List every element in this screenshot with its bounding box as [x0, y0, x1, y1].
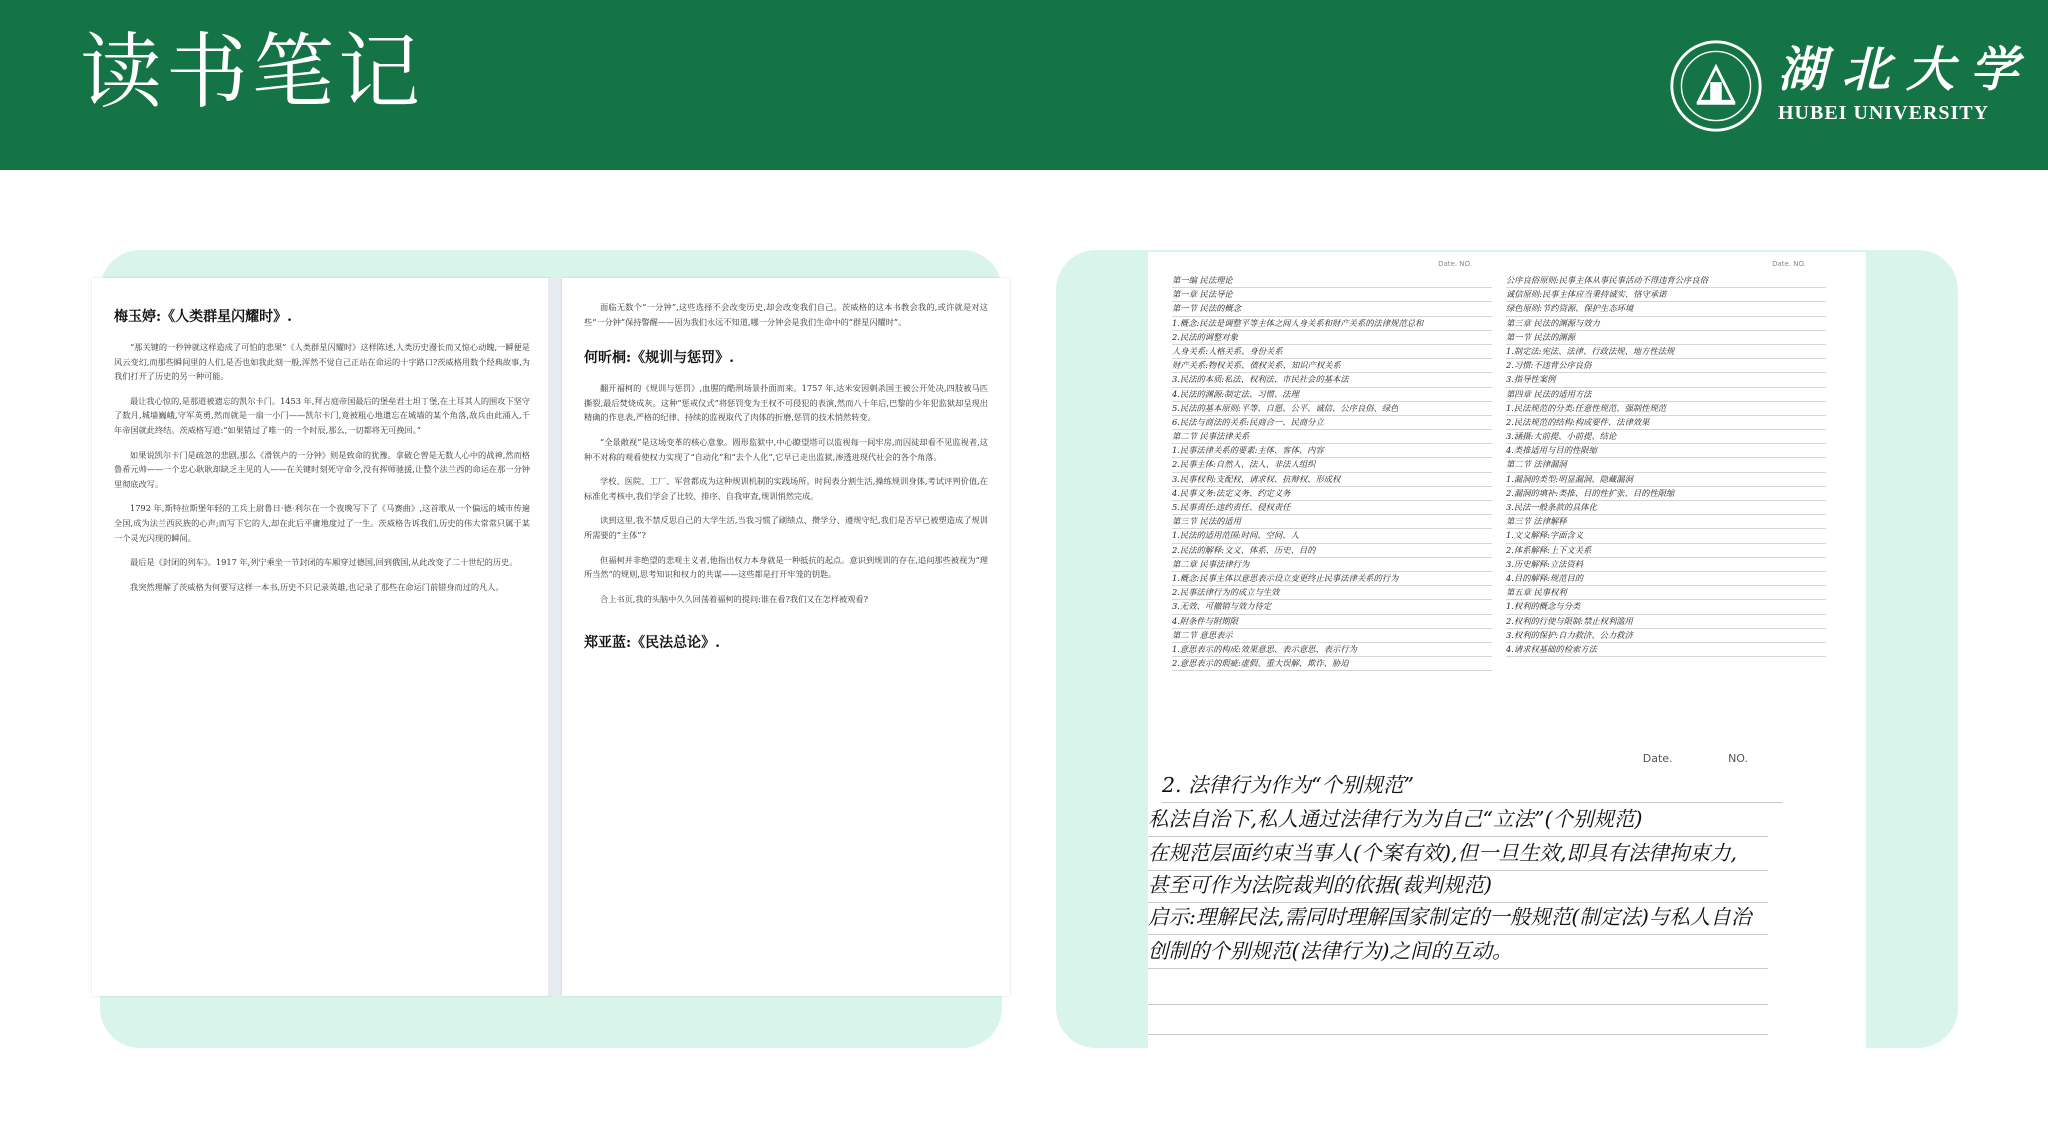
handwritten-note-line: 4.民法的渊源:制定法、习惯、法理 [1172, 388, 1492, 402]
handwritten-note-line: 3.涵摄:大前提、小前提、结论 [1506, 430, 1826, 444]
handwritten-note-line: 3.无效、可撤销与效力待定 [1172, 600, 1492, 614]
handwritten-note-line: 第三节 民法的适用 [1172, 515, 1492, 529]
handwritten-note-line: 1.意思表示的构成:效果意思、表示意思、表示行为 [1172, 643, 1492, 657]
essay-paragraph: 读到这里,我不禁反思自己的大学生活,当我习惯了刷绩点、攒学分、遵规守纪,我们是否早已被塑造成了规训所需要的“主体”? [584, 515, 988, 540]
document-page-2 [562, 278, 1010, 996]
notes-panel [1056, 250, 1958, 1048]
essay-paragraph: 翻开福柯的《规训与惩罚》,血腥的酷刑场景扑面而来。1757 年,达米安因刺杀国王被公开处决,四肢被马匹撕裂,最后焚烧成灰。这种“惩戒仪式”将惩罚变为王权不可侵犯的表演,然而八十年后,巴黎的少年犯监狱却呈现出精确的作息表,严格的纪律、持续的监视取代了肉体的折磨,惩罚的技术悄然转变。 [584, 383, 988, 423]
handwritten-note-line: 6.民法与商法的关系:民商合一、民商分立 [1172, 416, 1492, 430]
handwritten-note-line: 2.民事法律行为的成立与生效 [1172, 586, 1492, 600]
handwritten-note-line: 第二节 意思表示 [1172, 629, 1492, 643]
handwritten-note-line: 1.民法的适用范围:时间、空间、人 [1172, 529, 1492, 543]
handwritten-note-line: 5.民事责任:违约责任、侵权责任 [1172, 501, 1492, 515]
header-banner [0, 0, 2048, 170]
essay-paragraph: 1792 年,斯特拉斯堡年轻的工兵上尉鲁日·德·利尔在一个夜晚写下了《马赛曲》,这首歌从一个偏远的城市传遍全国,成为法兰西民族的心声;而写下它的人,却在此后平庸地度过了一生。茨威格告诉我们,历史的伟大常常只属于某一个灵光闪现的瞬间。 [114, 503, 530, 543]
handwritten-note-line: 5.民法的基本原则:平等、自愿、公平、诚信、公序良俗、绿色 [1172, 402, 1492, 416]
essay-paragraph: 合上书页,我的头脑中久久回荡着福柯的提问:谁在看?我们又在怎样被观看? [600, 593, 868, 604]
handwritten-note-line: 3.民法的本质:私法、权利法、市民社会的基本法 [1172, 373, 1492, 387]
handwritten-note-line: 绿色原则:节约资源、保护生态环境 [1506, 302, 1826, 316]
university-name-cn: 湖北大学 [1778, 42, 2035, 98]
essay-paragraph: 面临无数个“一分钟”,这些选择不会改变历史,却会改变我们自己。茨威格的这本书教会我的,或许就是对这些“一分钟”保持警醒——因为我们永远不知道,哪一分钟会是我们生命中的“群星闪耀时”。 [584, 302, 988, 327]
handwritten-note-line: 2.习惯:不违背公序良俗 [1506, 359, 1826, 373]
handwritten-note-line: 公序良俗原则:民事主体从事民事活动不得违背公序良俗 [1506, 274, 1826, 288]
handwritten-note-line: 1.漏洞的类型:明显漏洞、隐藏漏洞 [1506, 473, 1826, 487]
handwritten-note-line: 1.民事法律关系的要素:主体、客体、内容 [1172, 444, 1492, 458]
document-page-1 [92, 278, 552, 996]
handwritten-note-line: 1.文义解释:字面含义 [1506, 529, 1826, 543]
university-seal-icon [1668, 38, 1764, 134]
handwritten-note-line: 1.概念:民事主体以意思表示设立变更终止民事法律关系的行为 [1172, 572, 1492, 586]
handwritten-note-line: 第二章 民事法律行为 [1172, 558, 1492, 572]
essay-paragraph: 如果说凯尔卡门是疏忽的悲剧,那么《滑铁卢的一分钟》则是致命的犹豫。拿破仑曾是无数人心中的战神,然而格鲁希元帅——一个忠心耿耿却缺乏主见的人——在关键时刻死守命令,没有挥师驰援,让整个法兰西的命运在那一分钟里彻底改写。 [114, 449, 530, 489]
notebook-scan-bottom [1148, 752, 1866, 1042]
handwritten-note-line: 3.指导性案例 [1506, 373, 1826, 387]
handwritten-note-line: 1.民法规范的分类:任意性规范、强制性规范 [1506, 402, 1826, 416]
handwritten-note-line: 第五章 民事权利 [1506, 586, 1826, 600]
essay-title-1: 梅玉婷:《人类群星闪耀时》. [114, 309, 293, 325]
handwritten-note-line: 第一章 民法导论 [1172, 288, 1492, 302]
essay-paragraph: 最后是《封闭的列车》。1917 年,列宁乘坐一节封闭的车厢穿过德国,回到俄国,从此改变了二十世纪的历史。 [130, 557, 518, 568]
handwritten-note-line: 4.民事义务:法定义务、约定义务 [1172, 487, 1492, 501]
handwritten-note-line: 人身关系:人格关系、身份关系 [1172, 345, 1492, 359]
essay-paragraph: “那关键的一秒钟就这样造成了可怕的悲果”《人类群星闪耀时》这样陈述,人类历史漫长而又惊心动魄,一瞬便是风云变幻,而那些瞬间里的人们,是否也如我此刻一般,浑然不觉自己正站在命运的十字路口?茨威格用数个经典故事,为我们打开了历史的另一种可能。 [114, 342, 530, 382]
handwritten-note-line: 第三节 法律解释 [1506, 515, 1826, 529]
handwritten-line: 2. 法律行为作为“个别规范” [1162, 770, 1782, 803]
page-divider [548, 278, 562, 996]
essay-paragraph: 最让我心惊的,是那道被遗忘的凯尔卡门。1453 年,拜占庭帝国最后的堡垒君士坦丁堡,在土耳其人的围攻下坚守了数月,城墙巍峨,守军英勇,然而就是一扇一小门——凯尔卡门,竟被粗心地遗忘在城墙的某个角落,敌兵由此涌入,千年帝国就此终结。茨威格写道:“如果错过了唯一的一个时辰,那么,一切都将无可挽回。” [114, 395, 530, 435]
handwritten-note-line: 2.意思表示的瑕疵:虚假、重大误解、欺诈、胁迫 [1172, 657, 1492, 671]
essay-title-2: 何昕桐:《规训与惩罚》. [584, 350, 735, 367]
handwritten-note-line: 第一节 民法的渊源 [1506, 331, 1826, 345]
notebook-left-page [1172, 260, 1492, 671]
handwritten-note-line: 诚信原则:民事主体应当秉持诚实、恪守承诺 [1506, 288, 1826, 302]
handwritten-note-line: 2.权利的行使与限制:禁止权利滥用 [1506, 615, 1826, 629]
handwritten-note-line: 第二节 民事法律关系 [1172, 430, 1492, 444]
essay-paragraph: “全景敞视”是这场变革的核心意象。圆形监狱中,中心瞭望塔可以监视每一间牢房,而囚徒却看不见监视者,这种不对称的观看使权力实现了“自动化”和“去个人化”,它早已走出监狱,渗透进现代社会的各个角落。 [584, 436, 988, 462]
page-title: 读书笔记 [80, 25, 425, 120]
date-label: Date. [1642, 752, 1673, 765]
essay-paragraph: 但福柯并非绝望的悲观主义者,他指出权力本身就是一种抵抗的起点。意识到规训的存在,追问那些被视为“理所当然”的规则,思考知识和权力的共谋——这些都是打开牢笼的钥匙。 [584, 554, 988, 580]
handwritten-line: 甚至可作为法院裁判的依据(裁判规范) [1148, 870, 1768, 903]
handwritten-note-line: 3.民事权利:支配权、请求权、抗辩权、形成权 [1172, 473, 1492, 487]
handwritten-note-line: 2.漏洞的填补:类推、目的性扩张、目的性限缩 [1506, 487, 1826, 501]
handwritten-note-line: 2.体系解释:上下文关系 [1506, 544, 1826, 558]
blank-rule-line [1148, 972, 1768, 1005]
handwritten-note-line: 1.权利的概念与分类 [1506, 600, 1826, 614]
blank-rule-line [1148, 1002, 1768, 1035]
handwritten-note-line: 第一节 民法的概念 [1172, 302, 1492, 316]
no-label: NO. [1728, 752, 1748, 765]
notebook-scan-top [1148, 252, 1866, 688]
university-logo [1668, 38, 2038, 138]
handwritten-note-line: 2.民事主体:自然人、法人、非法人组织 [1172, 458, 1492, 472]
handwritten-note-line: 4.请求权基础的检索方法 [1506, 643, 1826, 657]
handwritten-note-line: 财产关系:物权关系、债权关系、知识产权关系 [1172, 359, 1492, 373]
notebook-date-row [1148, 752, 1748, 765]
handwritten-note-line: 第一编 民法理论 [1172, 274, 1492, 288]
handwritten-line: 创制的个别规范(法律行为)之间的互动。 [1148, 936, 1768, 969]
essay-title-3: 郑亚蓝:《民法总论》. [584, 635, 721, 652]
essay-paragraph: 学校、医院、工厂、军营都成为这种规训机制的实践场所。时间表分割生活,操练规训身体,考试评判价值,在标准化考核中,我们学会了比较、排序、自我审查,规训悄然完成。 [584, 476, 988, 501]
handwritten-note-line: 1.概念:民法是调整平等主体之间人身关系和财产关系的法律规范总和 [1172, 317, 1492, 331]
handwritten-note-line: 3.民法一般条款的具体化 [1506, 501, 1826, 515]
handwritten-note-line: 第二节 法律漏洞 [1506, 458, 1826, 472]
handwritten-note-line: 第三章 民法的渊源与效力 [1506, 317, 1826, 331]
handwritten-note-line: 1.制定法:宪法、法律、行政法规、地方性法规 [1506, 345, 1826, 359]
notebook-right-page [1506, 260, 1826, 657]
notebook-date-label: Date. NO. [1772, 260, 1806, 268]
handwritten-note-line: 3.权利的保护:自力救济、公力救济 [1506, 629, 1826, 643]
document-panel [100, 250, 1002, 1048]
handwritten-note-line: 2.民法的调整对象 [1172, 331, 1492, 345]
university-name-en: HUBEI UNIVERSITY [1778, 102, 1990, 124]
handwritten-note-line: 3.历史解释:立法资料 [1506, 558, 1826, 572]
handwritten-note-line: 2.民法规范的结构:构成要件、法律效果 [1506, 416, 1826, 430]
notebook-date-label: Date. NO. [1438, 260, 1472, 268]
handwritten-note-line: 4.目的解释:规范目的 [1506, 572, 1826, 586]
essay-paragraph: 我突然理解了茨威格为何要写这样一本书,历史不只记录英雄,也记录了那些在命运门前错身而过的凡人。 [130, 581, 504, 592]
handwritten-notes [1148, 252, 1866, 1048]
handwritten-note-line: 2.民法的解释:文义、体系、历史、目的 [1172, 544, 1492, 558]
handwritten-line: 私法自治下,私人通过法律行为为自己“立法”(个别规范) [1148, 804, 1768, 837]
handwritten-line: 在规范层面约束当事人(个案有效),但一旦生效,即具有法律拘束力, [1148, 838, 1768, 871]
handwritten-note-line: 4.附条件与附期限 [1172, 615, 1492, 629]
handwritten-note-line: 4.类推适用与目的性限缩 [1506, 444, 1826, 458]
handwritten-line: 启示:理解民法,需同时理解国家制定的一般规范(制定法)与私人自治 [1148, 902, 1768, 935]
handwritten-note-line: 第四章 民法的适用方法 [1506, 388, 1826, 402]
